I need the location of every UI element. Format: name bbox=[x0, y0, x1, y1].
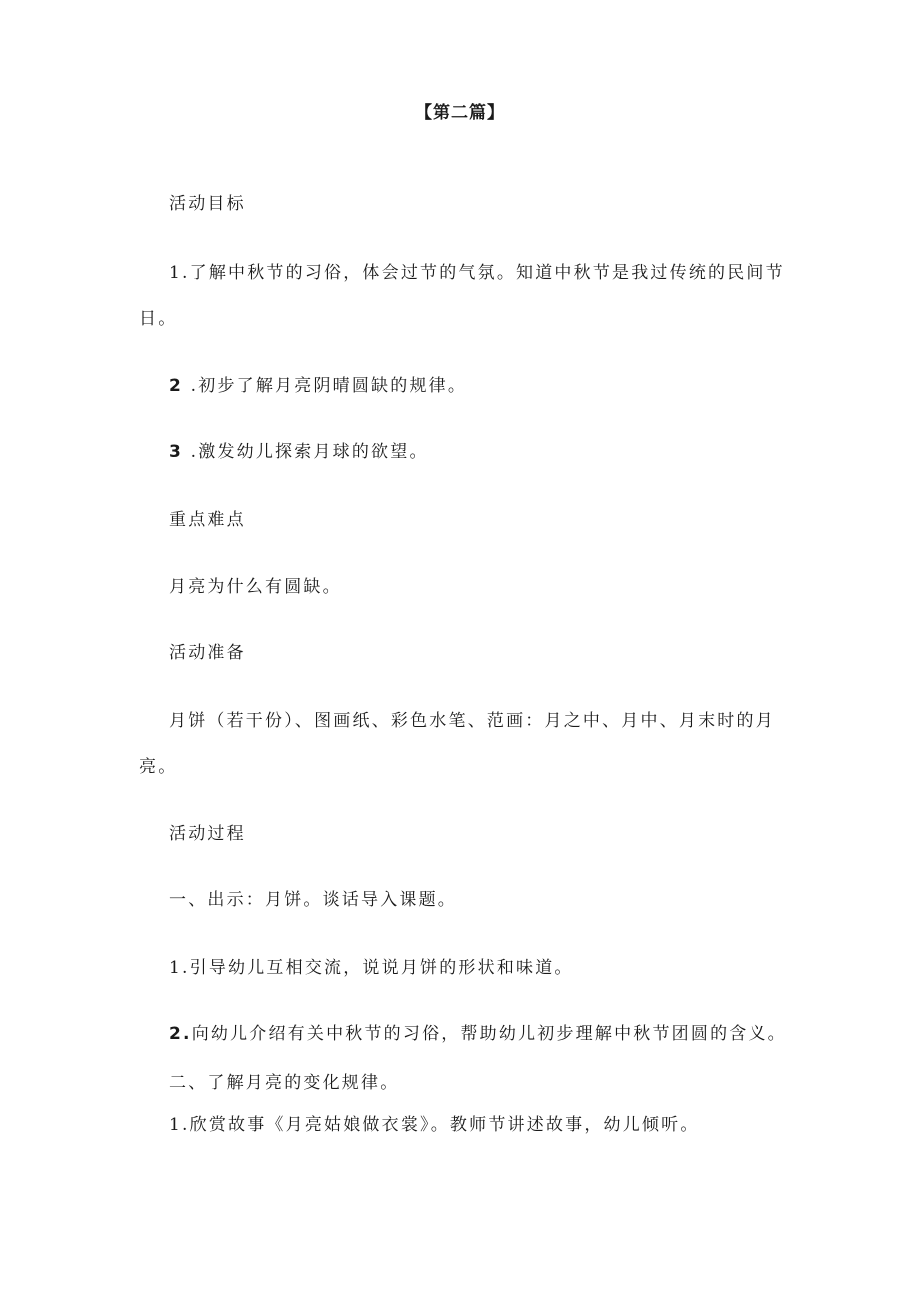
goal-item-1-continuation: 日。 bbox=[139, 309, 178, 329]
goal-item-3-text: .激发幼儿探索月球的欲望。 bbox=[183, 442, 429, 462]
preparation-text-continuation: 亮。 bbox=[139, 757, 178, 777]
goal-item-3 bbox=[169, 437, 429, 462]
goal-item-2-text: .初步了解月亮阴晴圆缺的规律。 bbox=[183, 376, 468, 396]
process-step-1-item-2-number: 2. bbox=[169, 1024, 192, 1044]
goal-item-2-number: 2 bbox=[169, 376, 184, 396]
process-step-2: 二、了解月亮的变化规律。 bbox=[169, 1073, 400, 1093]
heading-activity-goals: 活动目标 bbox=[169, 194, 246, 214]
heading-key-difficulties: 重点难点 bbox=[169, 510, 246, 530]
process-step-2-item-1: 1.欣赏故事《月亮姑娘做衣裳》。教师节讲述故事，幼儿倾听。 bbox=[169, 1115, 700, 1135]
key-difficulty-text: 月亮为什么有圆缺。 bbox=[169, 577, 342, 597]
goal-item-2 bbox=[169, 371, 467, 396]
process-step-1-item-1: 1.引导幼儿互相交流，说说月饼的形状和味道。 bbox=[169, 958, 574, 978]
goal-item-1: 1.了解中秋节的习俗，体会过节的气氛。知道中秋节是我过传统的民间节 bbox=[169, 263, 785, 283]
page-title: 【第二篇】 bbox=[415, 103, 505, 123]
heading-activity-preparation: 活动准备 bbox=[169, 643, 246, 663]
preparation-text: 月饼（若干份）、图画纸、彩色水笔、范画：月之中、月中、月末时的月 bbox=[169, 711, 775, 731]
process-step-1-item-2-text: 向幼儿介绍有关中秋节的习俗，帮助幼儿初步理解中秋节团圆的含义。 bbox=[191, 1024, 787, 1044]
process-step-1: 一、出示：月饼。谈话导入课题。 bbox=[169, 890, 457, 910]
goal-item-3-number: 3 bbox=[169, 442, 184, 462]
heading-activity-process: 活动过程 bbox=[169, 824, 246, 844]
process-step-1-item-2 bbox=[169, 1019, 787, 1044]
